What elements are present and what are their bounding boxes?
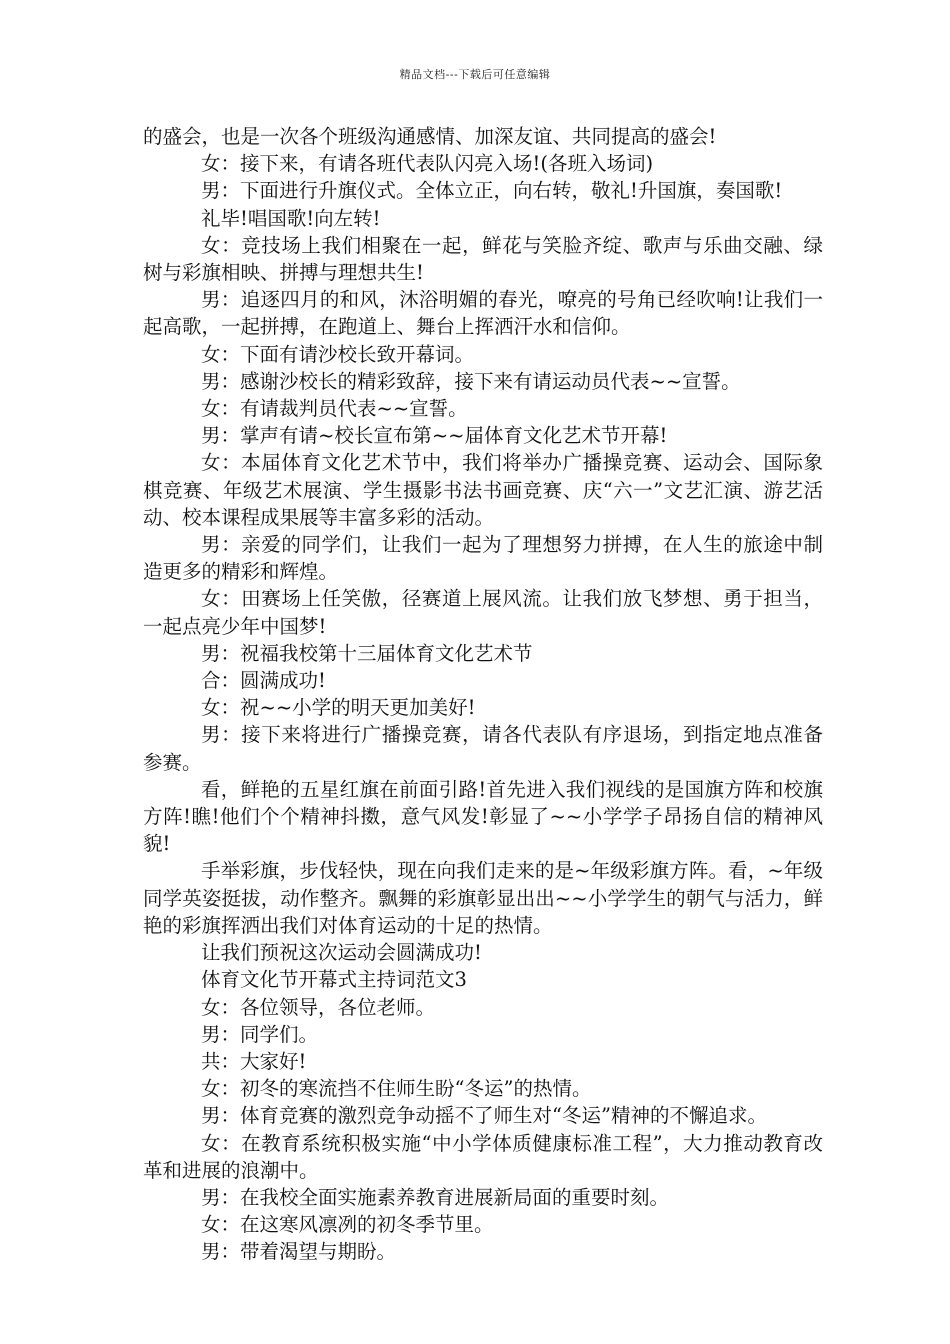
paragraph: 女：在教育系统积极实施“中小学体质健康标准工程”，大力推动教育改革和进展的浪潮中。	[143, 1131, 823, 1182]
paragraph: 男：感谢沙校长的精彩致辞，接下来有请运动员代表~~宣誓。	[201, 369, 741, 393]
paragraph: 男：接下来将进行广播操竞赛，请各代表队有序退场，到指定地点准备参赛。	[143, 723, 823, 774]
section-title: 体育文化节开幕式主持词范文3	[201, 968, 467, 992]
page-header: 精品文档---下载后可任意编辑	[399, 68, 551, 81]
paragraph: 男：追逐四月的和风，沐浴明媚的春光，嘹亮的号角已经吹响!让我们一起高歌，一起拼搏，在跑道上、舞台上挥洒汗水和信仰。	[143, 288, 823, 339]
paragraph: 女：本届体育文化艺术节中，我们将举办广播操竞赛、运动会、国际象棋竞赛、年级艺术展演、学生摄影书法书画竞赛、庆“六一”文艺汇演、游艺活动、校本课程成果展等丰富多彩的活动。	[143, 451, 823, 529]
paragraph: 看，鲜艳的五星红旗在前面引路!首先进入我们视线的是国旗方阵和校旗方阵!瞧!他们个个精神抖擞，意气风发!彰显了~~小学学子昂扬自信的精神风貌!	[143, 777, 823, 856]
paragraph: 女：在这寒风凛冽的初冬季节里。	[201, 1213, 494, 1237]
paragraph: 男：在我校全面实施素养教育进展新局面的重要时刻。	[201, 1185, 670, 1209]
paragraph: 女：初冬的寒流挡不住师生盼“冬运”的热情。	[201, 1077, 592, 1101]
paragraph: 女：田赛场上任笑傲，径赛道上展风流。让我们放飞梦想、勇于担当，一起点亮少年中国梦!	[143, 587, 823, 638]
paragraph: 男：掌声有请~校长宣布第~~届体育文化艺术节开幕!	[201, 424, 668, 448]
paragraph: 女：祝~~小学的明天更加美好!	[201, 696, 476, 720]
paragraph: 男：带着渴望与期盼。	[201, 1240, 397, 1264]
paragraph: 女：各位领导，各位老师。	[201, 995, 436, 1019]
paragraph: 合：圆满成功!	[201, 669, 326, 693]
paragraph: 女：下面有请沙校长致开幕词。	[201, 342, 475, 366]
paragraph: 共：大家好!	[201, 1049, 307, 1073]
paragraph: 男：体育竞赛的激烈竞争动摇不了师生对“冬运”精神的不懈追求。	[201, 1104, 767, 1128]
document-body	[143, 123, 823, 1266]
paragraph: 女：接下来，有请各班代表队闪亮入场!(各班入场词)	[201, 152, 654, 176]
paragraph: 让我们预祝这次运动会圆满成功!	[201, 941, 482, 965]
paragraph: 男：祝福我校第十三届体育文化艺术节	[201, 641, 533, 665]
paragraph: 男：亲爱的同学们，让我们一起为了理想努力拼搏，在人生的旅途中制造更多的精彩和辉煌。	[143, 533, 823, 584]
paragraph: 手举彩旗，步伐轻快，现在向我们走来的是~年级彩旗方阵。看，~年级同学英姿挺拔，动作整齐。飘舞的彩旗彰显出出~~小学学生的朝气与活力，鲜艳的彩旗挥洒出我们对体育运动的十足的热情。	[143, 859, 823, 937]
paragraph: 的盛会，也是一次各个班级沟通感情、加深友谊、共同提高的盛会!	[143, 125, 717, 148]
paragraph: 礼毕!唱国歌!向左转!	[201, 206, 381, 230]
paragraph: 男：同学们。	[201, 1022, 319, 1046]
paragraph: 女：有请裁判员代表~~宣誓。	[201, 397, 468, 421]
paragraph: 女：竞技场上我们相聚在一起，鲜花与笑脸齐绽、歌声与乐曲交融、绿树与彩旗相映、拼搏与理想共生!	[143, 233, 823, 285]
paragraph: 男：下面进行升旗仪式。全体立正，向右转，敬礼!升国旗，奏国歌!	[201, 179, 783, 203]
